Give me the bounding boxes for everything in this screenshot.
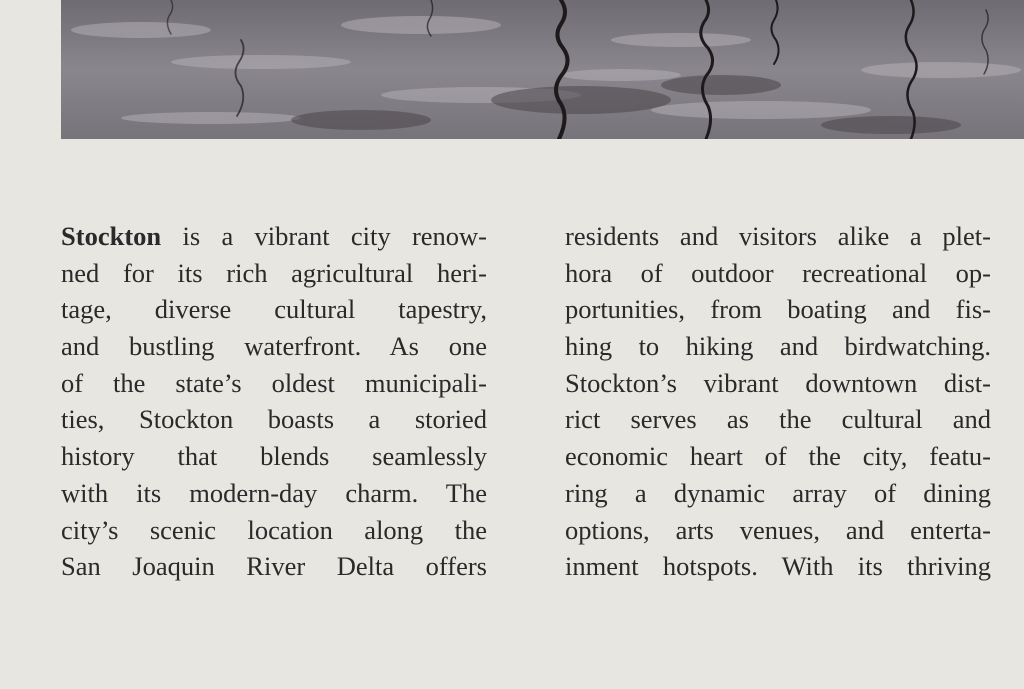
article-line: ties, Stockton boasts a storied bbox=[61, 404, 487, 435]
article-line: options, arts venues, and enterta- bbox=[565, 514, 991, 545]
article-line: ned for its rich agricultural heri- bbox=[61, 257, 487, 288]
river-reflection-image bbox=[61, 0, 1024, 139]
article-line: portunities, from boating and fis- bbox=[565, 294, 991, 325]
article-line: city’s scenic location along the bbox=[61, 514, 487, 545]
lead-line-rest: is a vibrant city renow- bbox=[161, 221, 487, 251]
article-column-right bbox=[565, 218, 991, 585]
article-line: rict serves as the cultural and bbox=[565, 404, 991, 435]
article-line: and bustling waterfront. As one bbox=[61, 331, 487, 362]
article-line: of the state’s oldest municipali- bbox=[61, 367, 487, 398]
city-name-bold: Stockton bbox=[61, 221, 162, 251]
article-line: inment hotspots. With its thriving bbox=[565, 551, 991, 582]
article-column-left bbox=[61, 218, 487, 585]
river-water-reflection-photo-icon bbox=[61, 0, 1024, 139]
article-line: ring a dynamic array of dining bbox=[565, 477, 991, 508]
article-line bbox=[61, 218, 487, 255]
article-line: with its modern-day charm. The bbox=[61, 477, 487, 508]
article-line: economic heart of the city, featu- bbox=[565, 441, 991, 472]
article-line: tage, diverse cultural tapestry, bbox=[61, 294, 487, 325]
article-line: San Joaquin River Delta offers bbox=[61, 551, 487, 582]
article-line: hora of outdoor recreational op- bbox=[565, 257, 991, 288]
article-line: hing to hiking and birdwatching. bbox=[565, 331, 991, 362]
article-line: history that blends seamlessly bbox=[61, 441, 487, 472]
article-line: residents and visitors alike a plet- bbox=[565, 221, 991, 251]
article-line: Stockton’s vibrant downtown dist- bbox=[565, 367, 991, 398]
